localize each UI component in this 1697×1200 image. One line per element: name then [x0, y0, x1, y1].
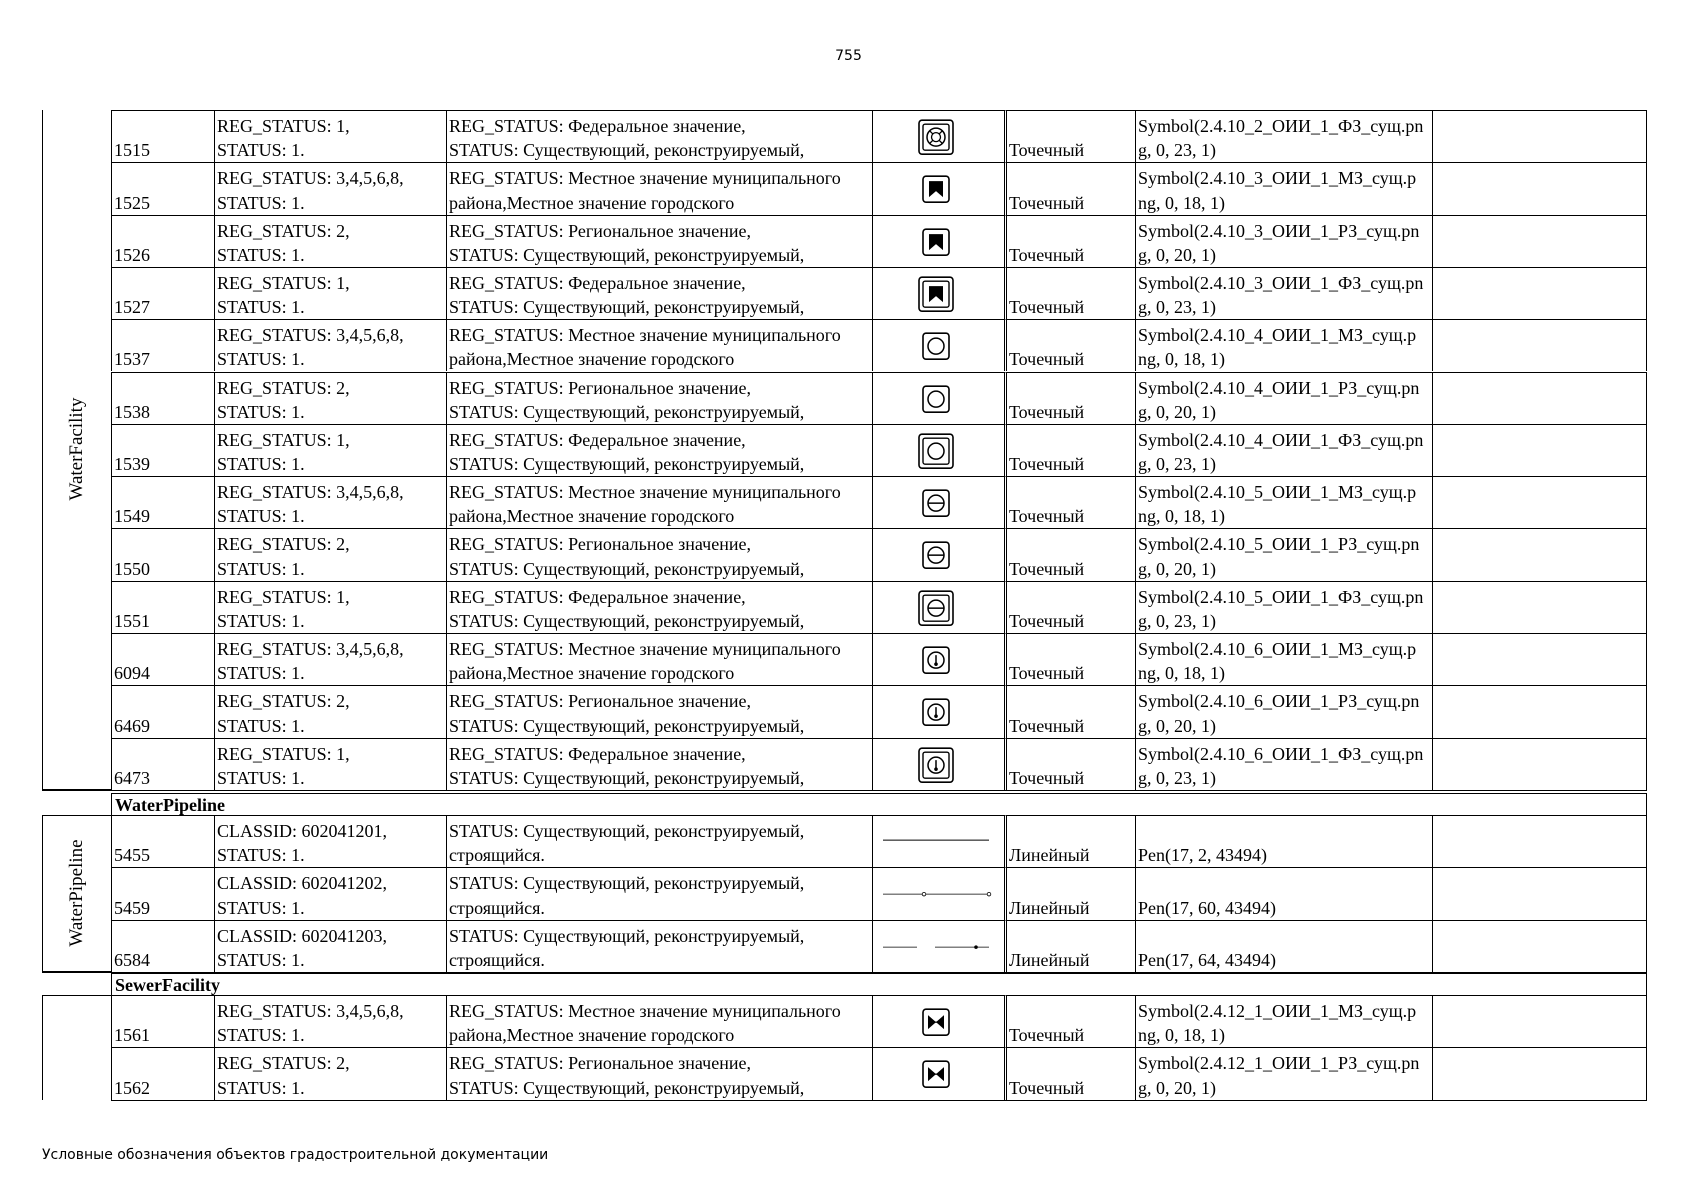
geometry-type: Точечный: [1009, 558, 1085, 579]
group-label: [42, 815, 111, 972]
frame-circle-bar-icon: [873, 477, 999, 529]
object-code: 1526: [114, 244, 150, 265]
condition-line: CLASSID: 602041203,: [217, 925, 388, 946]
code-cell: [111, 162, 214, 214]
description-line: REG_STATUS: Местное значение муниципального: [449, 639, 841, 659]
style-cell: [1135, 685, 1432, 737]
object-code: 6473: [114, 767, 150, 788]
geometry-cell: [1004, 215, 1135, 267]
style-cell: [1135, 424, 1432, 476]
description-cell: [446, 162, 872, 214]
geometry-cell: [1004, 1047, 1135, 1099]
style-cell: [1135, 920, 1432, 972]
style-line: Symbol(2.4.12_1_ОИИ_1_РЗ_сущ.pn: [1138, 1053, 1420, 1074]
condition-line: STATUS: 1.: [217, 767, 305, 788]
description-line: REG_STATUS: Региональное значение,: [449, 377, 751, 398]
geometry-cell: [1004, 633, 1135, 685]
condition-cell: [214, 215, 446, 267]
description-line: строящийся.: [449, 845, 545, 866]
condition-cell: [214, 162, 446, 214]
empty-cell: [1432, 581, 1647, 633]
geometry-cell: [1004, 995, 1135, 1047]
description-line: STATUS: Существующий, реконструируемый,: [449, 873, 805, 894]
style-cell: [1135, 581, 1432, 633]
object-code: 5459: [114, 897, 150, 918]
description-line: REG_STATUS: Региональное значение,: [449, 691, 751, 712]
frame-circle-icon: [873, 320, 999, 372]
condition-line: REG_STATUS: 3,4,5,6,8,: [217, 639, 404, 659]
style-line: g, 0, 20, 1): [1138, 1077, 1216, 1098]
condition-line: STATUS: 1.: [217, 1077, 305, 1098]
condition-line: REG_STATUS: 1,: [217, 272, 350, 293]
geometry-cell: [1004, 319, 1135, 371]
condition-line: REG_STATUS: 2,: [217, 534, 350, 555]
code-cell: [111, 372, 214, 424]
symbol-cell: [872, 867, 1004, 919]
geometry-type: Точечный: [1009, 1077, 1085, 1098]
symbol-cell: [872, 476, 1004, 528]
description-line: района,Местное значение городского: [449, 1025, 735, 1046]
condition-cell: [214, 372, 446, 424]
object-code: 1561: [114, 1025, 150, 1046]
frame-circle-needle-icon: [873, 686, 999, 738]
empty-cell: [1432, 685, 1647, 737]
description-line: района,Местное значение городского: [449, 192, 735, 213]
frame-circle-bar-icon: [873, 529, 999, 581]
line-with-markers-icon: [873, 868, 999, 920]
empty-cell: [1432, 815, 1647, 867]
frame-bowtie-icon: [873, 1048, 999, 1100]
code-cell: [111, 867, 214, 919]
empty-cell: [1432, 920, 1647, 972]
code-cell: [111, 528, 214, 580]
condition-cell: [214, 633, 446, 685]
double-frame-filled-flag-icon: [873, 268, 999, 320]
frame-filled-flag-icon: [873, 216, 999, 268]
condition-cell: [214, 685, 446, 737]
object-code: 5455: [114, 845, 150, 866]
style-line: g, 0, 23, 1): [1138, 297, 1216, 318]
style-line: Pen(17, 64, 43494): [1138, 949, 1276, 970]
style-line: Symbol(2.4.10_4_ОИИ_1_МЗ_сущ.p: [1138, 325, 1417, 346]
geometry-type: Точечный: [1009, 610, 1085, 631]
geometry-cell: [1004, 110, 1135, 162]
object-code: 1549: [114, 506, 150, 527]
object-code: 1551: [114, 610, 150, 631]
condition-line: REG_STATUS: 1,: [217, 429, 350, 450]
condition-line: STATUS: 1.: [217, 454, 305, 475]
style-cell: [1135, 528, 1432, 580]
description-line: STATUS: Существующий, реконструируемый,: [449, 558, 805, 579]
style-line: Symbol(2.4.10_3_ОИИ_1_МЗ_сущ.p: [1138, 168, 1417, 189]
description-cell: [446, 738, 872, 790]
description-line: STATUS: Существующий, реконструируемый,: [449, 821, 805, 841]
solid-line-icon: [873, 816, 999, 868]
frame-filled-flag-icon: [873, 163, 999, 215]
empty-cell: [1432, 424, 1647, 476]
description-cell: [446, 528, 872, 580]
geometry-cell: [1004, 867, 1135, 919]
frame-bowtie-icon: [873, 996, 999, 1048]
description-cell: [446, 372, 872, 424]
frame-circle-icon: [873, 373, 999, 425]
style-line: Symbol(2.4.10_5_ОИИ_1_МЗ_сущ.p: [1138, 482, 1417, 503]
geometry-cell: [1004, 424, 1135, 476]
geometry-cell: [1004, 738, 1135, 790]
object-code: 1562: [114, 1077, 150, 1098]
group-bottom-rule: [111, 1100, 1647, 1101]
geometry-type: Точечный: [1009, 454, 1085, 475]
symbol-cell: [872, 162, 1004, 214]
description-line: REG_STATUS: Местное значение муниципального: [449, 325, 841, 346]
section-header: WaterPipeline: [111, 793, 1647, 815]
symbol-cell: [872, 581, 1004, 633]
description-line: REG_STATUS: Местное значение муниципального: [449, 482, 841, 503]
code-cell: [111, 685, 214, 737]
empty-cell: [1432, 372, 1647, 424]
condition-line: REG_STATUS: 1,: [217, 743, 350, 764]
style-line: Symbol(2.4.10_5_ОИИ_1_РЗ_сущ.pn: [1138, 534, 1420, 555]
style-cell: [1135, 267, 1432, 319]
group-label-text: WaterPipeline: [66, 839, 87, 948]
condition-line: REG_STATUS: 2,: [217, 1053, 350, 1074]
symbol-cell: [872, 995, 1004, 1047]
description-line: STATUS: Существующий, реконструируемый,: [449, 925, 805, 946]
symbol-cell: [872, 215, 1004, 267]
double-frame-circle-bar-icon: [873, 582, 999, 634]
description-line: REG_STATUS: Местное значение муниципального: [449, 168, 841, 189]
condition-line: STATUS: 1.: [217, 506, 305, 527]
style-line: Symbol(2.4.10_6_ОИИ_1_МЗ_сущ.p: [1138, 639, 1417, 659]
description-line: REG_STATUS: Региональное значение,: [449, 1053, 751, 1074]
description-cell: [446, 685, 872, 737]
symbol-cell: [872, 528, 1004, 580]
condition-line: STATUS: 1.: [217, 297, 305, 318]
object-code: 6094: [114, 663, 150, 684]
description-line: района,Местное значение городского: [449, 506, 735, 527]
code-cell: [111, 110, 214, 162]
style-cell: [1135, 1047, 1432, 1099]
condition-cell: [214, 867, 446, 919]
geometry-type: Точечный: [1009, 349, 1085, 370]
symbol-cell: [872, 1047, 1004, 1099]
geometry-type: Точечный: [1009, 192, 1085, 213]
double-frame-circle-icon: [873, 425, 999, 477]
description-line: STATUS: Существующий, реконструируемый,: [449, 454, 805, 475]
style-cell: [1135, 867, 1432, 919]
empty-cell: [1432, 162, 1647, 214]
description-cell: [446, 581, 872, 633]
style-cell: [1135, 372, 1432, 424]
geometry-type: Линейный: [1009, 949, 1090, 970]
condition-line: STATUS: 1.: [217, 845, 305, 866]
style-line: Symbol(2.4.10_3_ОИИ_1_РЗ_сущ.pn: [1138, 220, 1420, 241]
style-line: g, 0, 23, 1): [1138, 454, 1216, 475]
description-cell: [446, 920, 872, 972]
geometry-cell: [1004, 267, 1135, 319]
code-cell: [111, 738, 214, 790]
condition-cell: [214, 815, 446, 867]
style-cell: [1135, 162, 1432, 214]
style-cell: [1135, 995, 1432, 1047]
style-line: Pen(17, 60, 43494): [1138, 897, 1276, 918]
style-line: ng, 0, 18, 1): [1138, 192, 1225, 213]
geometry-type: Точечный: [1009, 401, 1085, 422]
empty-cell: [1432, 867, 1647, 919]
description-line: STATUS: Существующий, реконструируемый,: [449, 767, 805, 788]
condition-cell: [214, 920, 446, 972]
geometry-type: Точечный: [1009, 244, 1085, 265]
geometry-cell: [1004, 685, 1135, 737]
code-cell: [111, 476, 214, 528]
description-cell: [446, 1047, 872, 1099]
style-line: g, 0, 20, 1): [1138, 715, 1216, 736]
symbol-cell: [872, 110, 1004, 162]
style-line: g, 0, 23, 1): [1138, 767, 1216, 788]
style-line: g, 0, 20, 1): [1138, 401, 1216, 422]
group-label-text: WaterFacility: [66, 397, 87, 501]
style-line: ng, 0, 18, 1): [1138, 349, 1225, 370]
empty-cell: [1432, 633, 1647, 685]
symbol-cell: [872, 815, 1004, 867]
condition-line: REG_STATUS: 2,: [217, 377, 350, 398]
empty-cell: [1432, 476, 1647, 528]
geometry-cell: [1004, 162, 1135, 214]
object-code: 6469: [114, 715, 150, 736]
code-cell: [111, 267, 214, 319]
style-line: g, 0, 20, 1): [1138, 558, 1216, 579]
geometry-type: Точечный: [1009, 506, 1085, 527]
frame-circle-needle-icon: [873, 634, 999, 686]
condition-cell: [214, 528, 446, 580]
empty-cell: [1432, 528, 1647, 580]
description-cell: [446, 424, 872, 476]
description-cell: [446, 476, 872, 528]
code-cell: [111, 215, 214, 267]
style-line: ng, 0, 18, 1): [1138, 506, 1225, 527]
condition-cell: [214, 738, 446, 790]
style-line: ng, 0, 18, 1): [1138, 1025, 1225, 1046]
description-line: STATUS: Существующий, реконструируемый,: [449, 297, 805, 318]
style-line: Symbol(2.4.10_6_ОИИ_1_ФЗ_сущ.pn: [1138, 743, 1424, 764]
condition-line: STATUS: 1.: [217, 244, 305, 265]
symbol-cell: [872, 372, 1004, 424]
description-line: REG_STATUS: Региональное значение,: [449, 534, 751, 555]
group-bottom-rule: [42, 790, 1647, 791]
description-cell: [446, 633, 872, 685]
symbol-cell: [872, 267, 1004, 319]
code-cell: [111, 995, 214, 1047]
condition-line: REG_STATUS: 1,: [217, 116, 350, 136]
description-cell: [446, 815, 872, 867]
style-cell: [1135, 215, 1432, 267]
description-line: строящийся.: [449, 949, 545, 970]
group-label: [42, 995, 111, 1100]
geometry-type: Точечный: [1009, 663, 1085, 684]
object-code: 1525: [114, 192, 150, 213]
description-line: REG_STATUS: Местное значение муниципального: [449, 1001, 841, 1021]
geometry-type: Линейный: [1009, 897, 1090, 918]
condition-line: STATUS: 1.: [217, 715, 305, 736]
condition-line: REG_STATUS: 1,: [217, 586, 350, 607]
condition-cell: [214, 267, 446, 319]
condition-line: CLASSID: 602041201,: [217, 821, 388, 841]
style-line: Symbol(2.4.10_3_ОИИ_1_ФЗ_сущ.pn: [1138, 272, 1424, 293]
geometry-type: Точечный: [1009, 1025, 1085, 1046]
double-frame-circle-needle-icon: [873, 739, 999, 791]
empty-cell: [1432, 738, 1647, 790]
condition-line: STATUS: 1.: [217, 401, 305, 422]
style-line: Symbol(2.4.10_2_ОИИ_1_ФЗ_сущ.pn: [1138, 116, 1424, 136]
object-code: 1538: [114, 401, 150, 422]
condition-cell: [214, 1047, 446, 1099]
description-line: STATUS: Существующий, реконструируемый,: [449, 610, 805, 631]
empty-cell: [1432, 267, 1647, 319]
empty-cell: [1432, 215, 1647, 267]
description-line: STATUS: Существующий, реконструируемый,: [449, 715, 805, 736]
section-header: SewerFacility: [111, 973, 1647, 995]
style-line: g, 0, 23, 1): [1138, 610, 1216, 631]
description-line: района,Местное значение городского: [449, 663, 735, 684]
double-frame-circle-cross-icon: [873, 111, 999, 163]
geometry-type: Точечный: [1009, 715, 1085, 736]
description-cell: [446, 267, 872, 319]
style-line: Symbol(2.4.12_1_ОИИ_1_МЗ_сущ.p: [1138, 1001, 1417, 1021]
condition-cell: [214, 424, 446, 476]
condition-cell: [214, 476, 446, 528]
condition-line: STATUS: 1.: [217, 1025, 305, 1046]
style-line: g, 0, 23, 1): [1138, 140, 1216, 161]
style-cell: [1135, 319, 1432, 371]
code-cell: [111, 633, 214, 685]
description-line: строящийся.: [449, 897, 545, 918]
footer-title: Условные обозначения объектов градостроительной документации: [42, 1147, 549, 1163]
style-line: ng, 0, 18, 1): [1138, 663, 1225, 684]
geometry-cell: [1004, 372, 1135, 424]
description-cell: [446, 319, 872, 371]
symbol-cell: [872, 920, 1004, 972]
description-line: района,Местное значение городского: [449, 349, 735, 370]
geometry-type: Точечный: [1009, 767, 1085, 788]
description-cell: [446, 995, 872, 1047]
symbol-cell: [872, 685, 1004, 737]
geometry-cell: [1004, 581, 1135, 633]
geometry-type: Точечный: [1009, 140, 1085, 161]
description-cell: [446, 110, 872, 162]
condition-line: CLASSID: 602041202,: [217, 873, 388, 894]
geometry-cell: [1004, 528, 1135, 580]
symbol-cell: [872, 424, 1004, 476]
condition-cell: [214, 995, 446, 1047]
object-code: 1515: [114, 140, 150, 161]
style-cell: [1135, 815, 1432, 867]
description-line: REG_STATUS: Федеральное значение,: [449, 429, 746, 450]
condition-line: STATUS: 1.: [217, 897, 305, 918]
condition-cell: [214, 319, 446, 371]
code-cell: [111, 920, 214, 972]
object-code: 1527: [114, 297, 150, 318]
symbol-cell: [872, 633, 1004, 685]
style-line: Symbol(2.4.10_6_ОИИ_1_РЗ_сущ.pn: [1138, 691, 1420, 712]
code-cell: [111, 319, 214, 371]
style-line: Symbol(2.4.10_5_ОИИ_1_ФЗ_сущ.pn: [1138, 586, 1424, 607]
description-line: REG_STATUS: Региональное значение,: [449, 220, 751, 241]
condition-line: STATUS: 1.: [217, 663, 305, 684]
condition-line: REG_STATUS: 3,4,5,6,8,: [217, 325, 404, 346]
condition-line: REG_STATUS: 3,4,5,6,8,: [217, 482, 404, 503]
empty-cell: [1432, 110, 1647, 162]
style-cell: [1135, 110, 1432, 162]
object-code: 1537: [114, 349, 150, 370]
object-code: 1539: [114, 454, 150, 475]
object-code: 1550: [114, 558, 150, 579]
description-line: STATUS: Существующий, реконструируемый,: [449, 401, 805, 422]
condition-line: STATUS: 1.: [217, 558, 305, 579]
style-cell: [1135, 738, 1432, 790]
description-line: REG_STATUS: Федеральное значение,: [449, 586, 746, 607]
geometry-cell: [1004, 476, 1135, 528]
style-line: Symbol(2.4.10_4_ОИИ_1_ФЗ_сущ.pn: [1138, 429, 1424, 450]
condition-line: STATUS: 1.: [217, 140, 305, 161]
geometry-cell: [1004, 815, 1135, 867]
description-line: REG_STATUS: Федеральное значение,: [449, 116, 746, 136]
condition-line: STATUS: 1.: [217, 192, 305, 213]
style-line: Symbol(2.4.10_4_ОИИ_1_РЗ_сущ.pn: [1138, 377, 1420, 398]
geometry-type: Линейный: [1009, 845, 1090, 866]
description-line: STATUS: Существующий, реконструируемый,: [449, 1077, 805, 1098]
condition-line: REG_STATUS: 2,: [217, 691, 350, 712]
geometry-cell: [1004, 920, 1135, 972]
style-cell: [1135, 476, 1432, 528]
style-line: g, 0, 20, 1): [1138, 244, 1216, 265]
style-line: Pen(17, 2, 43494): [1138, 845, 1267, 866]
condition-line: STATUS: 1.: [217, 610, 305, 631]
condition-cell: [214, 581, 446, 633]
dashed-line-dot-icon: [873, 921, 999, 973]
condition-cell: [214, 110, 446, 162]
description-line: REG_STATUS: Федеральное значение,: [449, 272, 746, 293]
object-code: 6584: [114, 949, 150, 970]
style-cell: [1135, 633, 1432, 685]
code-cell: [111, 815, 214, 867]
code-cell: [111, 424, 214, 476]
symbol-cell: [872, 738, 1004, 790]
page-number: 755: [835, 48, 862, 64]
empty-cell: [1432, 995, 1647, 1047]
condition-line: REG_STATUS: 3,4,5,6,8,: [217, 1001, 404, 1021]
condition-line: STATUS: 1.: [217, 349, 305, 370]
code-cell: [111, 1047, 214, 1099]
condition-line: REG_STATUS: 2,: [217, 220, 350, 241]
group-label: [42, 110, 111, 790]
description-line: STATUS: Существующий, реконструируемый,: [449, 244, 805, 265]
code-cell: [111, 581, 214, 633]
symbol-cell: [872, 319, 1004, 371]
description-line: REG_STATUS: Федеральное значение,: [449, 743, 746, 764]
empty-cell: [1432, 1047, 1647, 1099]
description-cell: [446, 215, 872, 267]
condition-line: REG_STATUS: 3,4,5,6,8,: [217, 168, 404, 189]
empty-cell: [1432, 319, 1647, 371]
condition-line: STATUS: 1.: [217, 949, 305, 970]
description-line: STATUS: Существующий, реконструируемый,: [449, 140, 805, 161]
geometry-type: Точечный: [1009, 297, 1085, 318]
description-cell: [446, 867, 872, 919]
